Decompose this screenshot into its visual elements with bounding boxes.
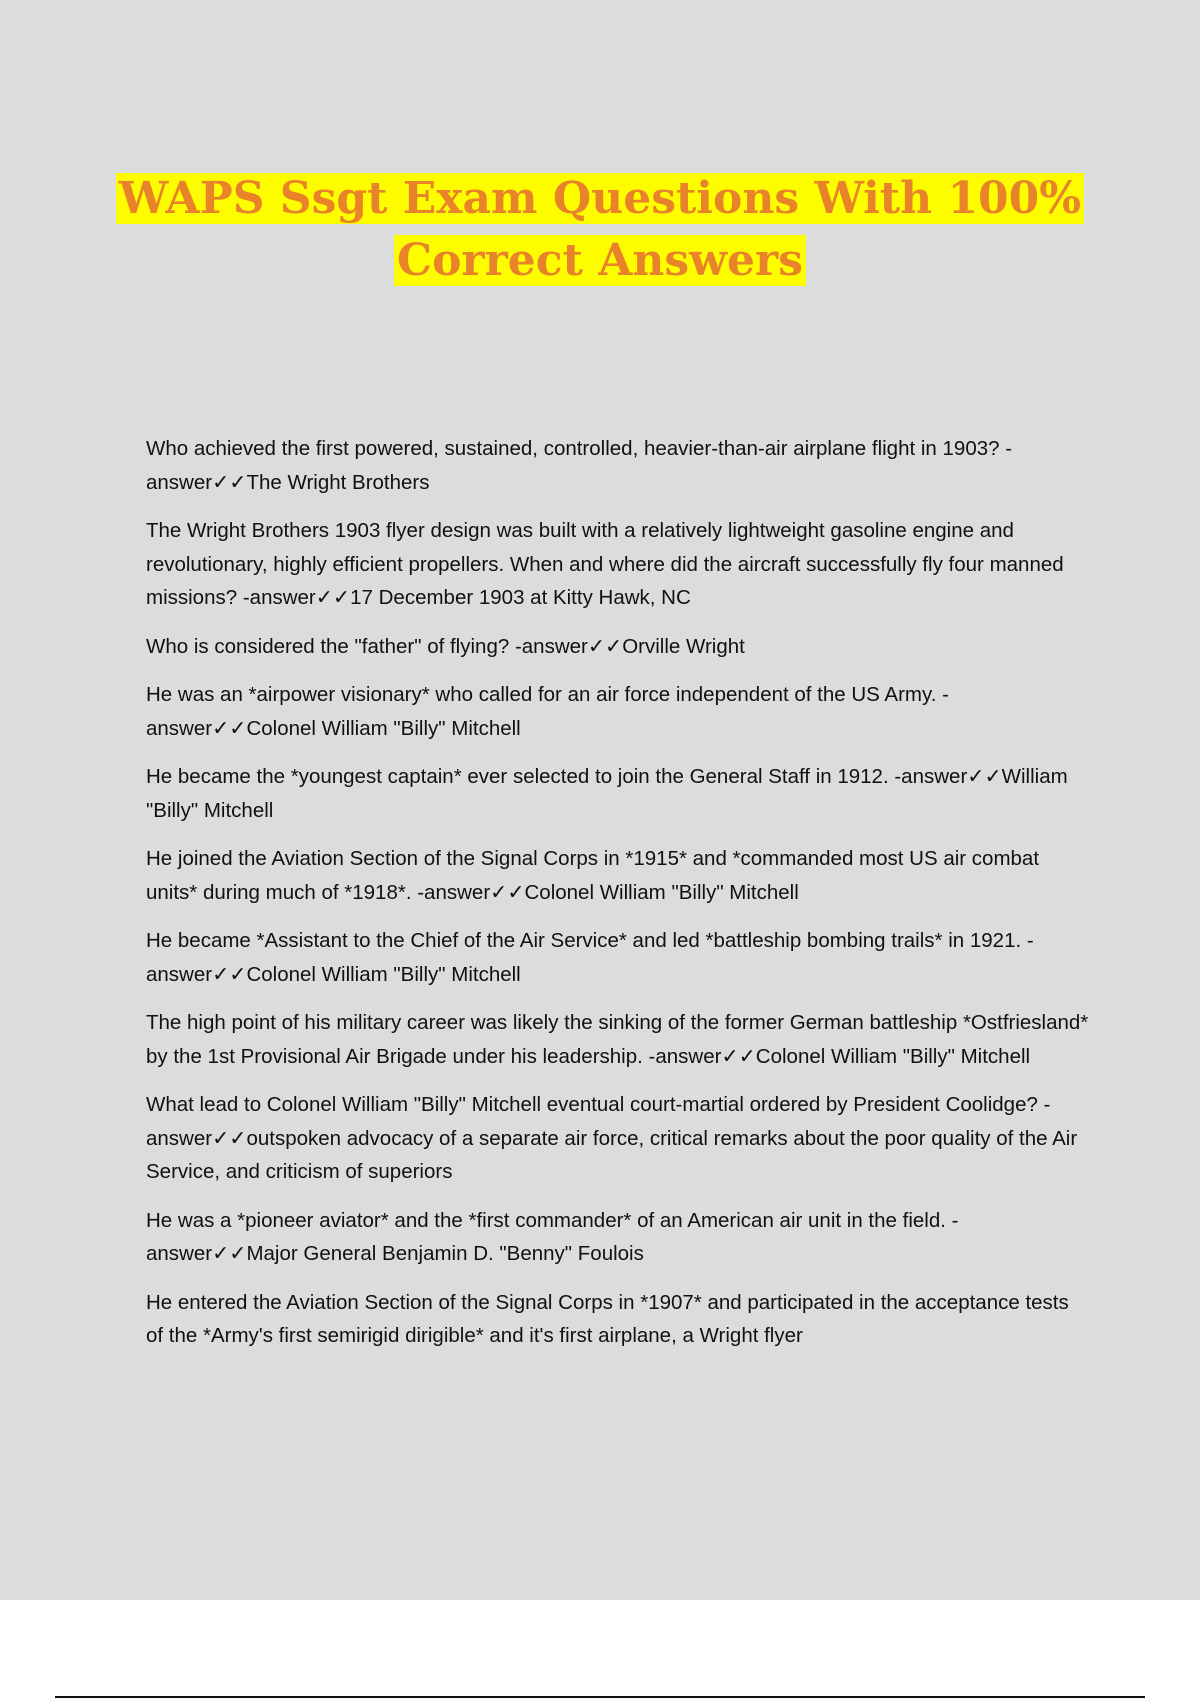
question-text: What lead to Colonel William "Billy" Mitchell eventual court-martial ordered by President Coolidge? [146,1093,1044,1116]
answer-marker: -answer✓✓ [146,437,1013,494]
answer-marker: -answer✓✓ [146,929,1034,986]
answer-marker: -answer✓✓ [146,1208,959,1265]
qa-item-10 [146,1204,1091,1271]
question-text: The Wright Brothers 1903 flyer design was built with a relatively lightweight gasoline engine and revolutionary, highly efficient propellers. When and where did the aircraft successfully fly four manned missions? [146,519,1064,609]
answer-text: William "Billy" Mitchell [146,765,1068,822]
qa-item-6 [146,842,1091,909]
question-text: He was a *pioneer aviator* and the *first commander* of an American air unit in the field. [146,1208,952,1232]
answer-text: Colonel William "Billy" Mitchell [246,716,521,740]
answer-text: Colonel William "Billy" Mitchell [246,962,521,986]
question-text: He joined the Aviation Section of the Signal Corps in *1915* and *commanded most US air combat units* during much of *1918*. [146,847,1040,904]
qa-list [146,432,1091,1368]
qa-item-9 [146,1088,1091,1189]
answer-marker: -answer✓✓ [242,586,351,609]
answer-text: outspoken advocacy of a separate air force, critical remarks about the poor quality of the Air Service, and criticism of superiors [146,1126,1078,1183]
answer-text: The Wright Brothers [246,470,430,494]
answer-marker: -answer✓✓ [146,683,949,740]
answer-marker: -answer✓✓ [648,1044,756,1068]
question-text: Who achieved the first powered, sustained, controlled, heavier-than-air airplane flight in 1903? [146,437,1006,460]
question-text: The high point of his military career was likely the sinking of the former German battleship *Ostfriesland* by the 1st Provisional Air Brigade under his leadership. [146,1011,1089,1068]
answer-text: 17 December 1903 at Kitty Hawk, NC [350,586,691,609]
document-title [0,168,1200,292]
qa-item-4 [146,678,1091,745]
qa-item-11 [146,1286,1091,1353]
qa-item-3 [146,630,1091,664]
qa-item-7 [146,924,1091,991]
question-text: He was an *airpower visionary* who called for an air force independent of the US Army. [146,683,943,706]
answer-marker: -answer✓✓ [894,765,1002,788]
answer-marker: -answer✓✓ [514,634,623,658]
answer-text: Colonel William "Billy" Mitchell [524,880,799,904]
qa-item-2 [146,514,1091,615]
title-line-1: WAPS Ssgt Exam Questions With 100% [116,173,1084,224]
answer-text: Orville Wright [622,634,745,658]
title-line-2: Correct Answers [394,235,806,286]
answer-text: Colonel William "Billy" Mitchell [755,1044,1031,1068]
page-bottom-rule [55,1696,1145,1698]
answer-marker: -answer✓✓ [417,880,525,904]
answer-text: Major General Benjamin D. "Benny" Foulois [246,1242,644,1265]
question-text: He became the *youngest captain* ever selected to join the General Staff in 1912. [146,765,895,788]
qa-item-8 [146,1006,1091,1073]
qa-item-1 [146,432,1091,499]
question-text: Who is considered the "father" of flying? [146,634,515,658]
answer-marker: -answer✓✓ [146,1093,1051,1150]
qa-item-5 [146,760,1091,827]
question-text: He entered the Aviation Section of the Signal Corps in *1907* and participated in the acceptance tests of the *Army's first semirigid dirigible* and it's first airplane, a Wright flyer [146,1290,1069,1347]
question-text: He became *Assistant to the Chief of the Air Service* and led *battleship bombing trails* in 1921. [146,929,1027,952]
